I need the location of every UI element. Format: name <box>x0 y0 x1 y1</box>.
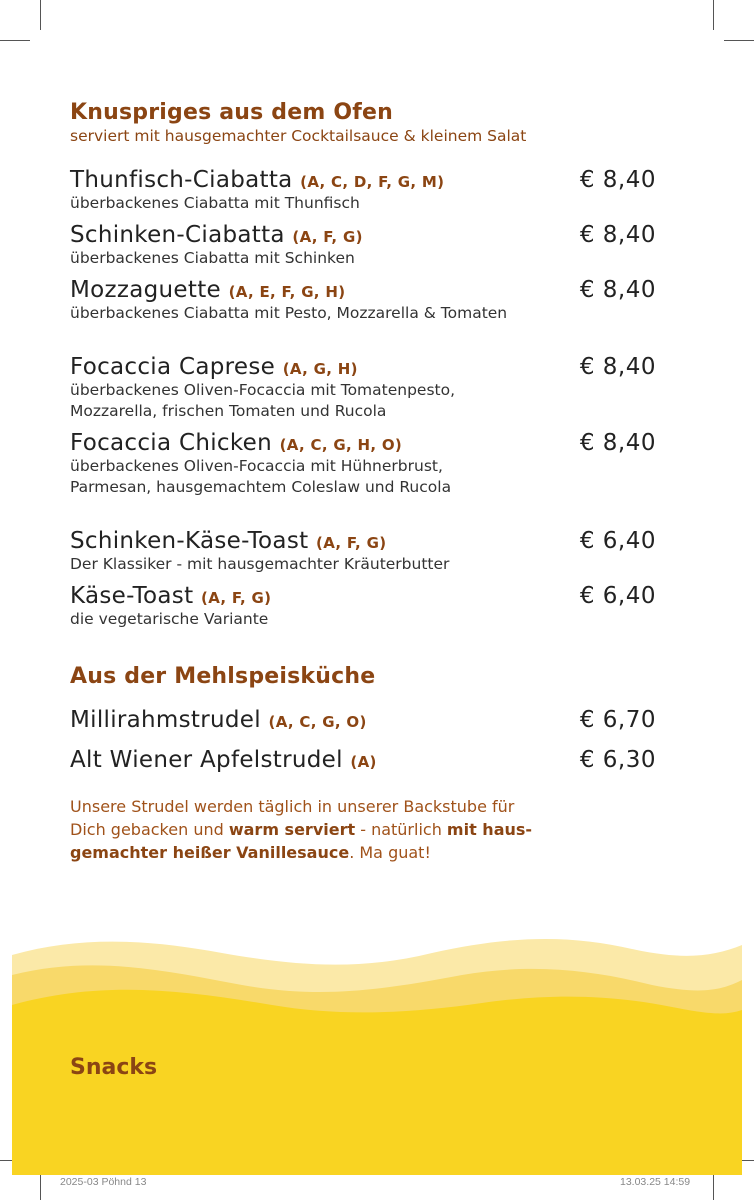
paren: ( <box>316 534 324 552</box>
item-name: Focaccia Chicken <box>70 430 273 456</box>
strudel-note <box>70 795 550 864</box>
item-price: € 8,40 <box>579 277 656 303</box>
allergen-codes: A, C, G, H, O <box>286 436 395 454</box>
item-price: € 8,40 <box>579 222 656 248</box>
crop-mark <box>724 40 754 41</box>
item-price: € 6,40 <box>579 583 656 609</box>
paren: ( <box>350 753 358 771</box>
menu-item <box>70 430 670 498</box>
section-subtitle: serviert mit hausgemachter Cocktailsauce & kleinem Salat <box>70 127 527 145</box>
note-bold: warm serviert <box>228 820 356 839</box>
allergen-codes: A, F, G <box>299 228 356 246</box>
item-price: € 8,40 <box>579 430 656 456</box>
paren: ( <box>282 360 290 378</box>
allergen-codes: A, F, G <box>323 534 380 552</box>
allergen-codes: A, C, G, O <box>275 713 360 731</box>
note-text: . Ma guat! <box>349 843 431 862</box>
menu-item <box>70 354 670 422</box>
item-price: € 6,40 <box>579 528 656 554</box>
paren: ) <box>264 589 272 607</box>
crop-mark <box>40 0 41 30</box>
menu-item <box>70 528 670 575</box>
menu-item <box>70 277 670 324</box>
menu-item <box>70 747 670 773</box>
item-description: Mozzarella, frischen Tomaten und Rucola <box>70 402 387 420</box>
crop-mark <box>0 40 30 41</box>
note-text: - natürlich <box>355 820 447 839</box>
oven-items <box>70 167 670 630</box>
allergen-codes: A, G, H <box>289 360 351 378</box>
footer-left: 2025-03 Pöhnd 13 <box>60 1176 147 1188</box>
item-name: Focaccia Caprese <box>70 354 276 380</box>
paren: ) <box>369 753 377 771</box>
paren: ) <box>338 283 346 301</box>
allergen-codes: A <box>357 753 370 771</box>
item-price: € 6,70 <box>579 707 656 733</box>
item-description: Der Klassiker - mit hausgemachter Kräuterbutter <box>70 555 450 573</box>
crop-mark <box>713 0 714 30</box>
item-name: Schinken-Käse-Toast <box>70 528 309 554</box>
paren: ( <box>228 283 236 301</box>
section-title-snacks: Snacks <box>70 1055 158 1080</box>
item-name: Thunfisch-Ciabatta <box>70 167 293 193</box>
paren: ) <box>394 436 403 454</box>
menu-item <box>70 222 670 269</box>
paren: ( <box>201 589 209 607</box>
item-description: die vegetarische Variante <box>70 610 269 628</box>
item-price: € 6,30 <box>579 747 656 773</box>
paren: ) <box>437 173 445 191</box>
note-bold: mit haus-gemachter heißer Vanillesauce <box>70 820 533 862</box>
footer-right: 13.03.25 14:59 <box>620 1176 691 1188</box>
item-description: überbackenes Oliven-Focaccia mit Hühnerbrust, <box>70 457 443 475</box>
section-oven <box>70 100 670 630</box>
note-text: Unsere Strudel werden täglich in unserer Backstube für Dich gebacken und <box>70 797 515 839</box>
allergen-codes: A, C, D, F, G, M <box>307 173 438 191</box>
allergen-codes: A, E, F, G, H <box>235 283 339 301</box>
item-price: € 8,40 <box>579 167 656 193</box>
item-description: überbackenes Ciabatta mit Pesto, Mozzarella & Tomaten <box>70 304 508 322</box>
menu-content <box>70 100 670 864</box>
paren: ( <box>279 436 287 454</box>
item-name: Alt Wiener Apfelstrudel <box>70 747 343 773</box>
paren: ) <box>359 713 367 731</box>
allergen-codes: A, F, G <box>208 589 265 607</box>
item-description: überbackenes Oliven-Focaccia mit Tomatenpesto, <box>70 381 456 399</box>
paren: ( <box>300 173 308 191</box>
item-price: € 8,40 <box>579 354 656 380</box>
item-description: Parmesan, hausgemachtem Coleslaw und Rucola <box>70 478 452 496</box>
paren: ) <box>379 534 387 552</box>
pastry-items <box>70 707 670 773</box>
item-description: überbackenes Ciabatta mit Thunfisch <box>70 194 360 212</box>
item-name: Mozzaguette <box>70 277 221 303</box>
item-name: Millirahmstrudel <box>70 707 261 733</box>
item-name: Schinken-Ciabatta <box>70 222 285 248</box>
paren: ) <box>350 360 358 378</box>
menu-item <box>70 707 670 733</box>
paren: ( <box>292 228 300 246</box>
section-pastry <box>70 664 670 864</box>
section-title: Knuspriges aus dem Ofen <box>70 100 393 125</box>
paren: ( <box>268 713 276 731</box>
section-title: Aus der Mehlspeisküche <box>70 664 376 689</box>
menu-item <box>70 583 670 630</box>
item-name: Käse-Toast <box>70 583 194 609</box>
menu-item <box>70 167 670 214</box>
item-description: überbackenes Ciabatta mit Schinken <box>70 249 355 267</box>
paren: ) <box>355 228 363 246</box>
